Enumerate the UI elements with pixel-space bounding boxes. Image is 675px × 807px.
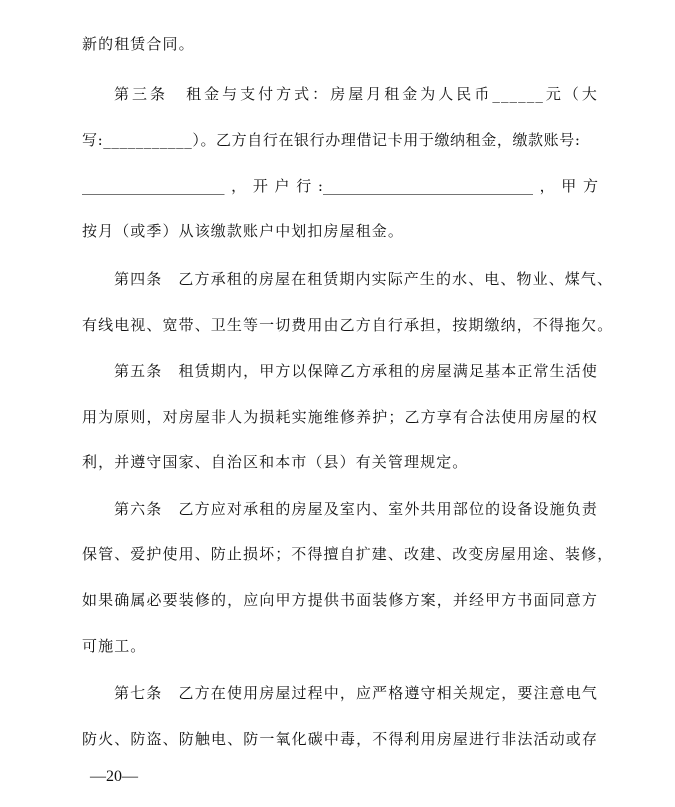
text-line: 利，并遵守国家、自治区和本市（县）有关管理规定。 — [82, 453, 469, 471]
text-line: 新的租赁合同。 — [82, 35, 195, 53]
text-line: 有线电视、宽带、卫生等一切费用由乙方自行承担，按期缴纳，不得拖欠。 — [82, 316, 614, 334]
text-line: 保管、爱护使用、防止损坏；不得擅自扩建、改建、改变房屋用途、装修， — [82, 545, 614, 563]
text-line: 按月（或季）从该缴款账户中划扣房屋租金。 — [82, 222, 405, 240]
article-6-heading-line: 第六条 乙方应对承租的房屋及室内、室外共用部位的设备设施负责 — [114, 500, 598, 518]
page-number: —20— — [90, 768, 138, 785]
text-line: 可施工。 — [82, 637, 147, 655]
text-line: 写:___________）。乙方自行在银行办理借记卡用于缴纳租金，缴款账号: — [82, 131, 581, 149]
text-line: 用为原则，对房屋非人为损耗实施维修养护；乙方享有合法使用房屋的权 — [82, 408, 598, 426]
text-line: 防火、防盗、防触电、防一氧化碳中毒，不得利用房屋进行非法活动或存 — [82, 730, 598, 748]
article-3-heading-line: 第三条 租金与支付方式：房屋月租金为人民币______元（大 — [114, 85, 598, 103]
article-7-heading-line: 第七条 乙方在使用房屋过程中，应严格遵守相关规定，要注意电气 — [114, 684, 598, 702]
text-line: 如果确属必要装修的，应向甲方提供书面装修方案，并经甲方书面同意方 — [82, 591, 598, 609]
article-5-heading-line: 第五条 租赁期内，甲方以保障乙方承租的房屋满足基本正常生活使 — [114, 362, 598, 380]
article-4-heading-line: 第四条 乙方承租的房屋在租赁期内实际产生的水、电、物业、煤气、 — [114, 270, 614, 288]
text-line: ___________________，开户行:____________________________，甲方 — [82, 177, 598, 195]
